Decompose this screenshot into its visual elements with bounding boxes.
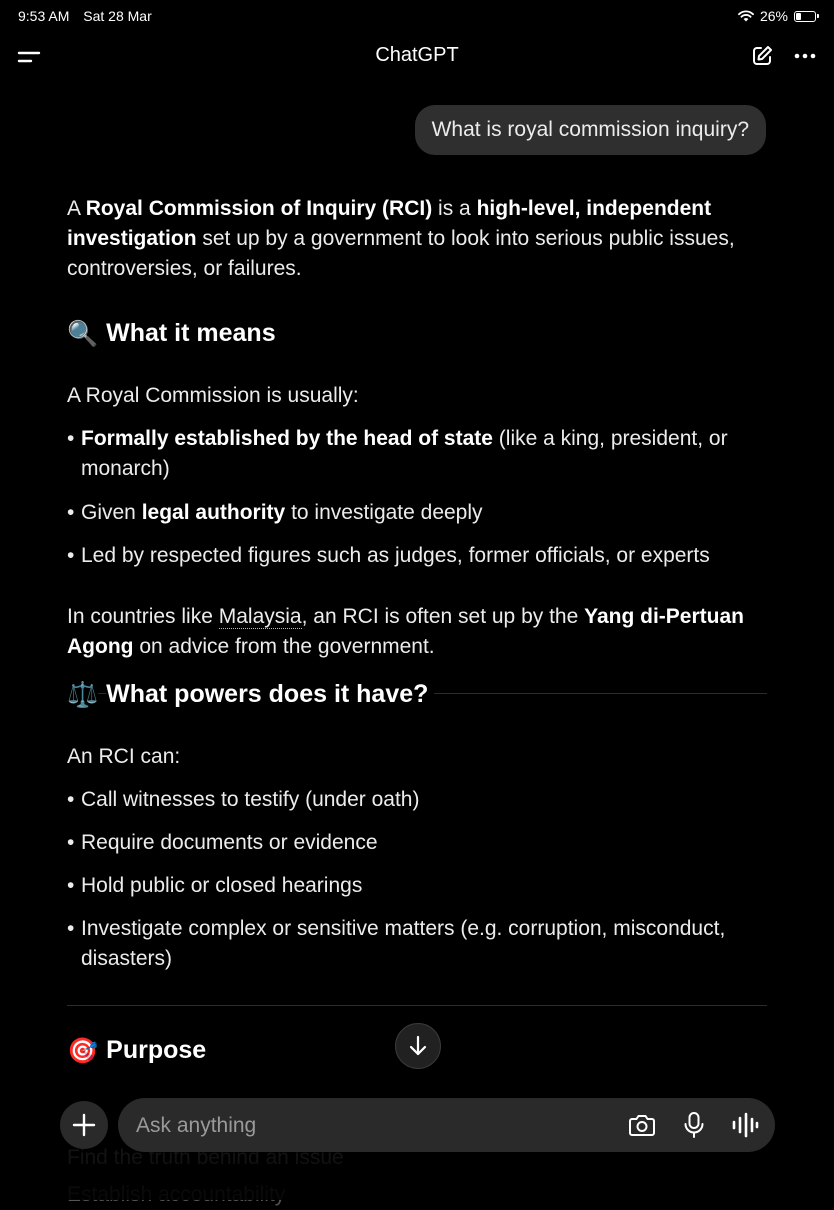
section-heading-powers: ⚖️ What powers does it have?	[67, 679, 767, 710]
status-date: Sat 28 Mar	[83, 8, 152, 24]
top-bar	[0, 32, 834, 80]
malaysia-link[interactable]: Malaysia	[218, 605, 302, 628]
list-item: • Led by respected figures such as judges, former officials, or experts	[67, 541, 767, 571]
app-title: ChatGPT	[375, 44, 459, 66]
list-item: • Investigate complex or sensitive matters (e.g. corruption, misconduct, disasters)	[67, 914, 767, 974]
battery-icon	[794, 11, 816, 22]
wifi-icon	[738, 10, 754, 22]
composer-bar	[118, 1098, 775, 1152]
divider	[67, 1005, 767, 1006]
list-item: • Call witnesses to testify (under oath)	[67, 785, 767, 815]
more-options-icon[interactable]	[792, 44, 818, 68]
message-input[interactable]	[134, 1098, 608, 1154]
status-time: 9:53 AM	[18, 8, 70, 24]
meaning-lead: A Royal Commission is usually:	[67, 384, 359, 407]
target-icon: 🎯	[67, 1037, 99, 1066]
intro-paragraph: A Royal Commission of Inquiry (RCI) is a high-level, independent investigation set up by a government to look into serious public issues, controversies, or failures.	[67, 197, 735, 280]
list-item: • Hold public or closed hearings	[67, 871, 767, 901]
magnifier-icon: 🔍	[67, 320, 99, 349]
list-item: • Require documents or evidence	[67, 828, 767, 858]
microphone-icon[interactable]	[683, 1111, 705, 1139]
malaysia-paragraph: In countries like Malaysia, an RCI is often set up by the Yang di-Pertuan Agong on advice from the government.	[67, 605, 744, 658]
camera-icon[interactable]	[628, 1112, 656, 1138]
section-heading-meaning: 🔍 What it means	[67, 319, 276, 349]
powers-lead: An RCI can:	[67, 745, 181, 768]
voice-mode-icon[interactable]	[731, 1112, 759, 1138]
attach-button[interactable]	[60, 1101, 108, 1149]
section-heading-purpose: 🎯 Purpose	[67, 1036, 207, 1066]
scales-icon: ⚖️	[67, 681, 99, 710]
battery-percent: 26%	[759, 8, 788, 24]
arrow-down-icon	[408, 1035, 428, 1057]
user-message-bubble: What is royal commission inquiry?	[415, 105, 766, 155]
scroll-to-bottom-button[interactable]	[395, 1023, 441, 1069]
list-item: • Formally established by the head of state (like a king, president, or monarch)	[67, 424, 767, 484]
new-chat-icon[interactable]	[750, 44, 774, 68]
status-bar	[0, 0, 834, 32]
plus-icon	[72, 1113, 96, 1137]
list-item: • Given legal authority to investigate deeply	[67, 498, 767, 528]
